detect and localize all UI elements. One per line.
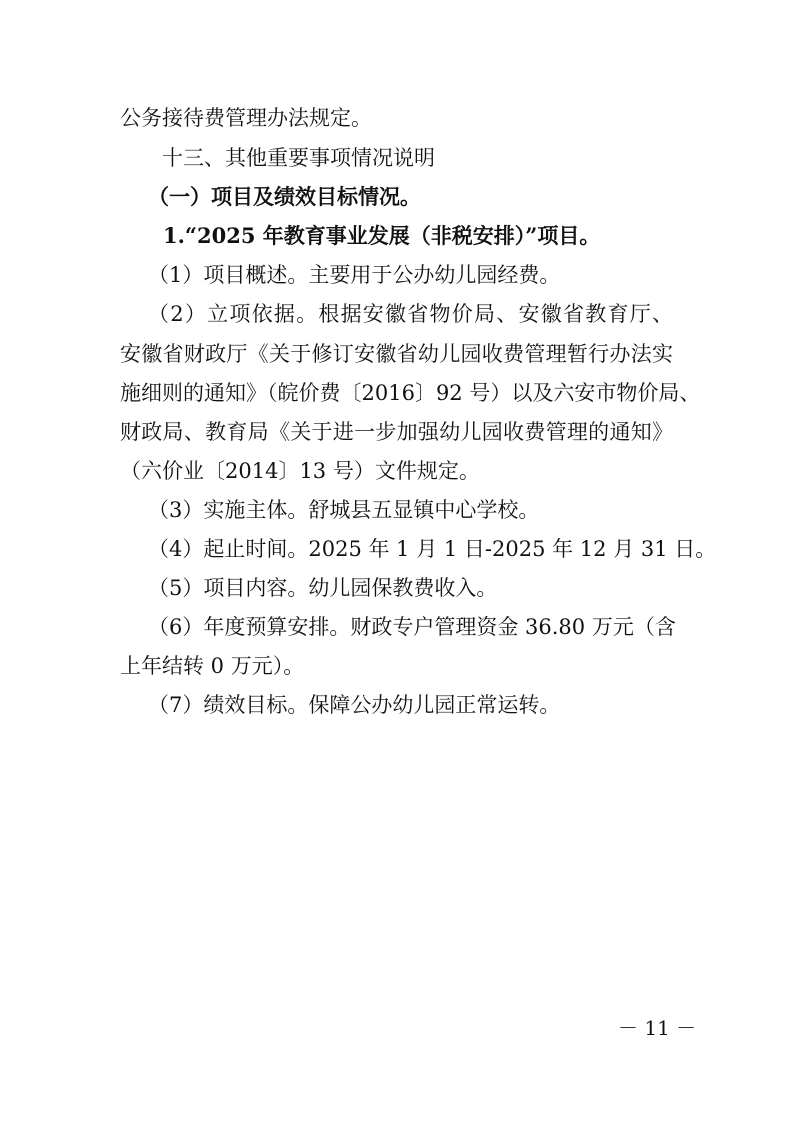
item-basis-line-4: 财政局、教育局《关于进一步加强幼儿园收费管理的通知》: [120, 420, 673, 444]
item-basis-line-5: （六价业〔2014〕13 号）文件规定。: [120, 459, 480, 483]
item-basis-line-1: （2）立项依据。根据安徽省物价局、安徽省教育厅、: [148, 302, 673, 326]
text-line-continuation: 公务接待费管理办法规定。: [120, 106, 372, 130]
section-heading: 十三、其他重要事项情况说明: [162, 146, 435, 170]
item-implementer: （3）实施主体。舒城县五显镇中心学校。: [148, 498, 540, 522]
item-duration: （4）起止时间。2025 年 1 月 1 日-2025 年 12 月 31 日。: [148, 537, 717, 561]
item-basis-line-3: 施细则的通知》（皖价费〔2016〕92 号）以及六安市物价局、: [120, 381, 701, 405]
item-basis-line-2: 安徽省财政厅《关于修订安徽省幼儿园收费管理暂行办法实: [120, 342, 673, 366]
item-content: （5）项目内容。幼儿园保教费收入。: [148, 576, 498, 600]
item-overview: （1）项目概述。主要用于公办幼儿园经费。: [148, 263, 561, 287]
project-heading: 1.“2025 年教育事业发展（非税安排）”项目。: [163, 223, 601, 248]
page-number: － 11 －: [618, 1016, 697, 1040]
item-budget-line-1: （6）年度预算安排。财政专户管理资金 36.80 万元（含: [148, 615, 676, 639]
item-performance-goal: （7）绩效目标。保障公办幼儿园正常运转。: [148, 693, 561, 717]
subsection-heading: （一）项目及绩效目标情况。: [148, 184, 421, 209]
item-budget-line-2: 上年结转 0 万元）。: [120, 654, 305, 678]
